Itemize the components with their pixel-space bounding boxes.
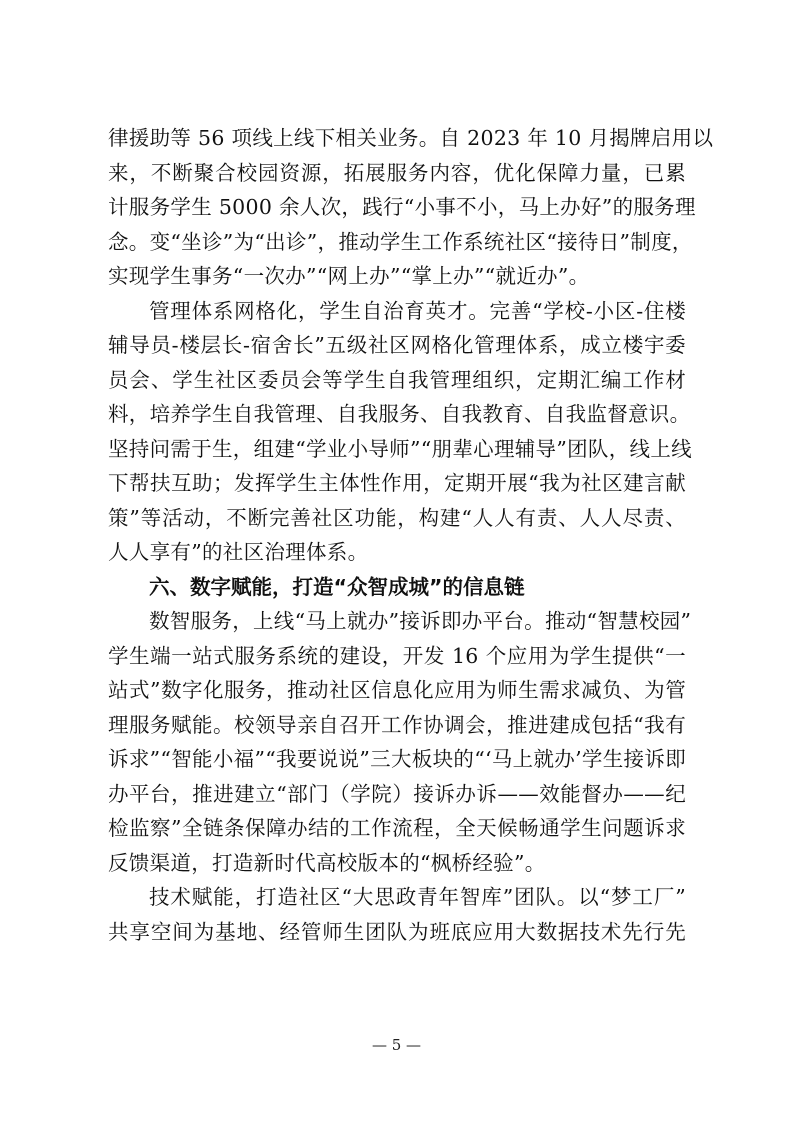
text-line: 诉求”“智能小福”“我要说说”三大板块的“‘马上就办’学生接诉即 bbox=[108, 747, 686, 771]
paragraph-2 bbox=[108, 294, 692, 570]
text-line: 人人享有”的社区治理体系。 bbox=[108, 540, 369, 564]
paragraph-3 bbox=[108, 604, 692, 880]
text-line: 律援助等 56 项线上线下相关业务。自 2023 年 10 月揭牌启用以 bbox=[108, 126, 714, 150]
text-line: 计服务学生 5000 余人次，践行“小事不小，马上办好”的服务理 bbox=[108, 195, 696, 219]
text-line: 料，培养学生自我管理、自我服务、自我教育、自我监督意识。 bbox=[108, 402, 691, 426]
text-line: 检监察”全链条保障办结的工作流程，全天候畅通学生问题诉求 bbox=[108, 816, 686, 840]
text-line: 学生端一站式服务系统的建设，开发 16 个应用为学生提供“一 bbox=[108, 643, 686, 668]
text-line: 反馈渠道，打造新时代高校版本的“枫桥经验”。 bbox=[108, 850, 546, 875]
text-line: 来，不断聚合校园资源，拓展服务内容，优化保障力量，已累 bbox=[108, 160, 686, 185]
text-line: 实现学生事务“一次办”“网上办”“掌上办”“就近办”。 bbox=[108, 264, 590, 288]
page-number: — 5 — bbox=[371, 1036, 422, 1054]
document-body bbox=[108, 121, 714, 949]
text-line: 员会、学生社区委员会等学生自我管理组织，定期汇编工作材 bbox=[108, 367, 686, 392]
text-line: 站式”数字化服务，推动社区信息化应用为师生需求减负、为管 bbox=[108, 678, 686, 702]
text-line: 管理体系网格化，学生自治育英才。完善“学校-小区-住楼 bbox=[149, 298, 686, 323]
text-line: 辅导员-楼层长-宿舍长”五级社区网格化管理体系，成立楼宇委 bbox=[108, 333, 686, 357]
paragraph-1 bbox=[108, 121, 714, 294]
text-line: 数智服务，上线“马上就办”接诉即办平台。推动“智慧校园” bbox=[149, 609, 692, 633]
text-line: 技术赋能，打造社区“大思政青年智库”团队。以“梦工厂” bbox=[149, 885, 686, 909]
section-heading: 六、数字赋能，打造“众智成城”的信息链 bbox=[149, 574, 525, 599]
text-line: 下帮扶互助；发挥学生主体性作用，定期开展“我为社区建言献 bbox=[108, 471, 686, 495]
text-line: 办平台，推进建立“部门（学院）接诉办诉——效能督办——纪 bbox=[108, 781, 686, 806]
paragraph-4 bbox=[108, 880, 686, 949]
text-line: 共享空间为基地、经管师生团队为班底应用大数据技术先行先 bbox=[108, 919, 686, 944]
text-line: 策”等活动，不断完善社区功能，构建“人人有责、人人尽责、 bbox=[108, 505, 686, 530]
text-line: 坚持问需于生，组建“学业小导师”“朋辈心理辅导”团队，线上线 bbox=[108, 436, 692, 461]
text-line: 理服务赋能。校领导亲自召开工作协调会，推进建成包括“我有 bbox=[108, 712, 686, 737]
text-line: 念。变“坐诊”为“出诊”，推动学生工作系统社区“接待日”制度， bbox=[108, 229, 693, 254]
